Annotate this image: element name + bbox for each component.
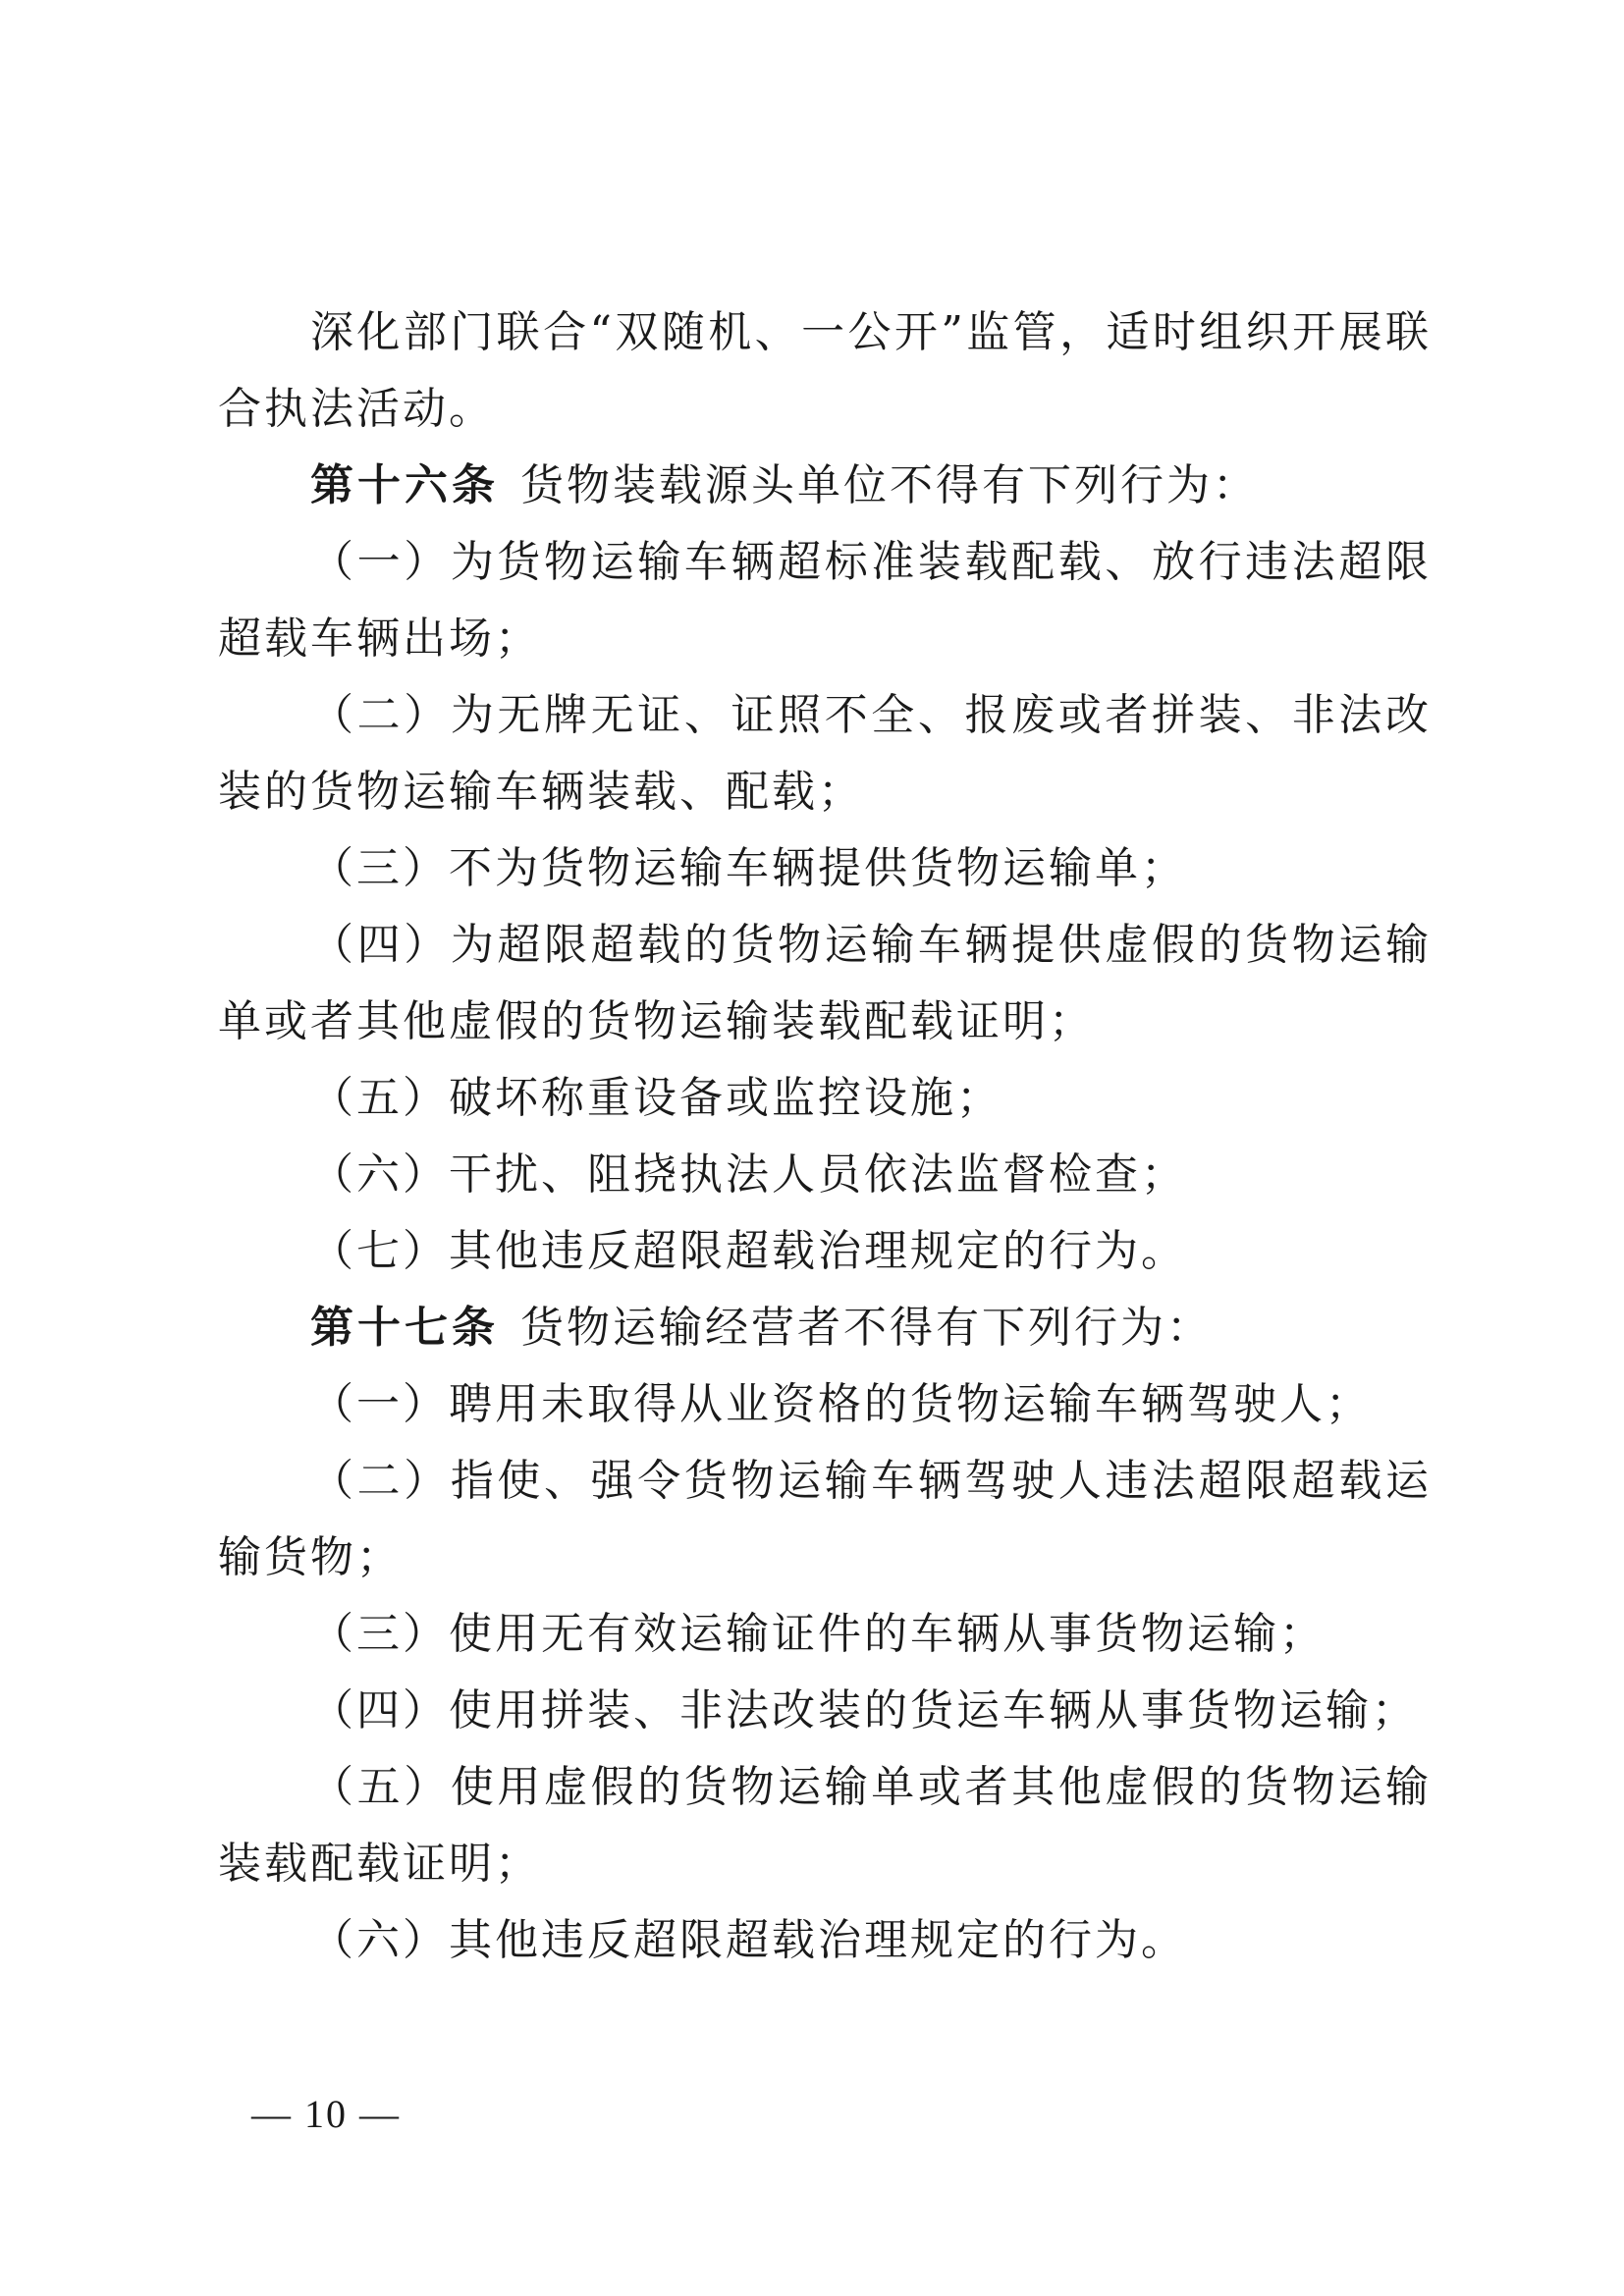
page-number: — 10 — bbox=[251, 2092, 401, 2136]
list-item-text: （三）不为货物运输车辆提供货物运输单； bbox=[310, 843, 1187, 893]
list-item bbox=[218, 1213, 1432, 1290]
list-item bbox=[218, 1443, 1432, 1596]
body-text bbox=[218, 294, 1432, 1979]
list-item bbox=[218, 677, 1432, 830]
article-number: 第十七条 bbox=[310, 1303, 499, 1353]
list-item-text: （七）其他违反超限超载治理规定的行为。 bbox=[310, 1226, 1187, 1276]
list-item-text: （二）为无牌无证、证照不全、报废或者拼装、非法改装的货物运输车辆装载、配载； bbox=[218, 690, 1432, 817]
list-item bbox=[218, 524, 1432, 677]
list-item-text: （六）干扰、阻挠执法人员依法监督检查； bbox=[310, 1149, 1187, 1200]
list-item-text: （五）使用虚假的货物运输单或者其他虚假的货物运输装载配载证明； bbox=[218, 1762, 1432, 1889]
list-item-text: （五）破坏称重设备或监控设施； bbox=[310, 1073, 1002, 1123]
list-item bbox=[218, 830, 1432, 907]
list-item-text: （三）使用无有效运输证件的车辆从事货物运输； bbox=[310, 1609, 1326, 1659]
article-16-heading bbox=[218, 448, 1432, 524]
list-item-text: （一）为货物运输车辆超标准装载配载、放行违法超限超载车辆出场； bbox=[218, 537, 1432, 664]
article-text: 货物装载源头单位不得有下列行为： bbox=[520, 460, 1259, 510]
list-item bbox=[218, 1137, 1432, 1213]
article-text: 货物运输经营者不得有下列行为： bbox=[520, 1303, 1213, 1353]
list-item-text: （六）其他违反超限超载治理规定的行为。 bbox=[310, 1915, 1187, 1965]
list-item-text: （四）使用拼装、非法改装的货运车辆从事货物运输； bbox=[310, 1685, 1418, 1735]
paragraph-continuation bbox=[218, 294, 1432, 448]
article-number: 第十六条 bbox=[310, 460, 499, 510]
list-item bbox=[218, 1673, 1432, 1749]
list-item bbox=[218, 1902, 1432, 1979]
list-item bbox=[218, 907, 1432, 1060]
paragraph-text: 深化部门联合“双随机、一公开”监管，适时组织开展联合执法活动。 bbox=[218, 307, 1432, 434]
list-item bbox=[218, 1749, 1432, 1902]
list-item bbox=[218, 1060, 1432, 1137]
list-item-text: （二）指使、强令货物运输车辆驾驶人违法超限超载运输货物； bbox=[218, 1456, 1432, 1582]
list-item bbox=[218, 1366, 1432, 1443]
list-item-text: （四）为超限超载的货物运输车辆提供虚假的货物运输单或者其他虚假的货物运输装载配载证明； bbox=[218, 920, 1432, 1046]
list-item bbox=[218, 1596, 1432, 1673]
list-item-text: （一）聘用未取得从业资格的货物运输车辆驾驶人； bbox=[310, 1379, 1372, 1429]
article-17-heading bbox=[218, 1290, 1432, 1366]
